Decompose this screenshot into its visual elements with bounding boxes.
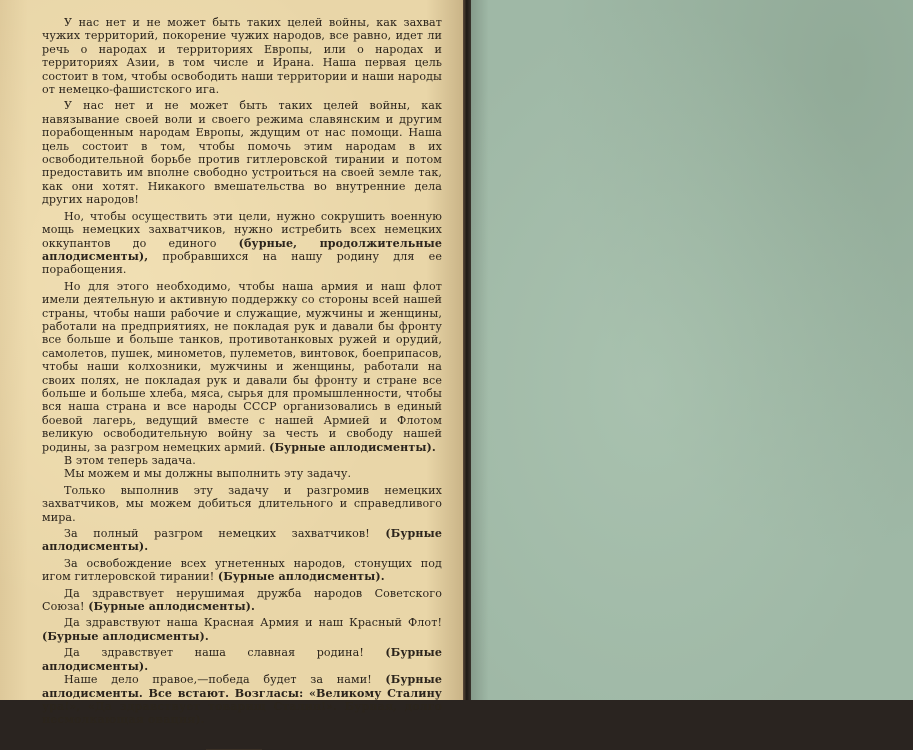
applause-note: (Бурные аплодисменты. Все встают. Возгласы: «Великому Сталину ура!», «Да здравствует товарищ Сталин!». Бурная, долго несмолкающая овация). (42, 673, 442, 727)
applause-note: (Бурные аплодисменты). (88, 600, 255, 614)
paragraph-1: У нас нет и не может быть таких целей войны, как захват чужих территорий, покорение чужих народов, все равно, идет ли речь о народах и территориях Европы, или о народах и территориях Азии, в том числе и Ирана. Наша первая цель состоит в том, чтобы освободить наши территории и наши народы от немецко-фашистского ига. (42, 16, 442, 97)
paragraph-12: Да здравствует наша славная родина! (Бурные аплодисменты). (42, 646, 442, 673)
book-gutter (463, 0, 471, 700)
paragraph-4: Но для этого необходимо, чтобы наша армия и наш флот имели деятельную и активную поддержку со стороны всей нашей страны, чтобы наши рабочие и служащие, мужчины и женщины, работали на предприятиях, не покладая рук и давали бы фронту все больше и больше танков, противотанковых ружей и орудий, самолетов, пушек, минометов, пулеметов, винтовок, боеприпасов, чтобы наши колхозники, мужчины и женщины, работали на своих полях, не покладая рук и давали бы фронту и стране все больше и больше хлеба, мяса, сырья для промышленности, чтобы вся наша страна и все народы СССР организовались в единый боевой лагерь, ведущий вместе с нашей Армией и Флотом великую освободительную войну за честь и свободу нашей родины, за разгром немецких армий. (Бурные аплодисменты). (42, 279, 442, 454)
paragraph-8: За полный разгром немецких захватчиков! (Бурные аплодисменты). (42, 527, 442, 554)
applause-note: (Бурные аплодисменты). (42, 646, 442, 673)
paragraph-11: Да здравствуют наша Красная Армия и наш Красный Флот! (Бурные аплодисменты). (42, 616, 442, 643)
applause-note: (бурные, продолжительные аплодисменты), (42, 236, 442, 263)
left-page (0, 0, 463, 727)
paragraph-7: Только выполнив эту задачу и разгромив немецких захватчиков, мы можем добиться длительного и справедливого мира. (42, 483, 442, 524)
paragraph-5: В этом теперь задача. (64, 454, 196, 467)
applause-note: (Бурные аплодисменты). (42, 629, 209, 643)
applause-note: (Бурные аплодисменты). (269, 440, 436, 454)
speech-text (42, 16, 442, 750)
applause-note: (Бурные аплодисменты). (42, 527, 442, 554)
paragraph-13: Наше дело правое,—победа будет за нами! (Бурные аплодисменты. Все встают. Возгласы: «Великому Сталину ура!», «Да здравствует товарищ Сталин!». Бурная, долго несмолкающая овация). (42, 673, 442, 727)
paragraph-10: Да здравствует нерушимая дружба народов Советского Союза! (Бурные аплодисменты). (42, 586, 442, 614)
right-page-blank-cover (471, 0, 913, 700)
paragraph-2: У нас нет и не может быть таких целей войны, как навязывание своей воли и своего режима славянским и другим порабощенным народам Европы, ждущим от нас помощи. Наша цель состоит в том, чтобы помочь этим народам в их освободительной борьбе против гитлеровской тирании и потом предоставить им вполне свободно устроиться на своей земле так, как они хотят. Никакого вмешательства во внутренние дела других народов! (42, 99, 442, 207)
paragraph-3: Но, чтобы осуществить эти цели, нужно сокрушить военную мощь немецких захватчиков, нужно истребить всех немецких оккупантов до единого (бурные, продолжительные аплодисменты), пробравшихся на нашу родину для ее порабощения. (42, 209, 442, 277)
paragraph-6: Мы можем и мы должны выполнить эту задачу. (64, 467, 352, 481)
applause-note: (Бурные аплодисменты). (217, 570, 385, 584)
paragraph-9: За освобождение всех угнетенных народов, стонущих под игом гитлеровской тирании! (Бурные аплодисменты). (42, 556, 442, 584)
